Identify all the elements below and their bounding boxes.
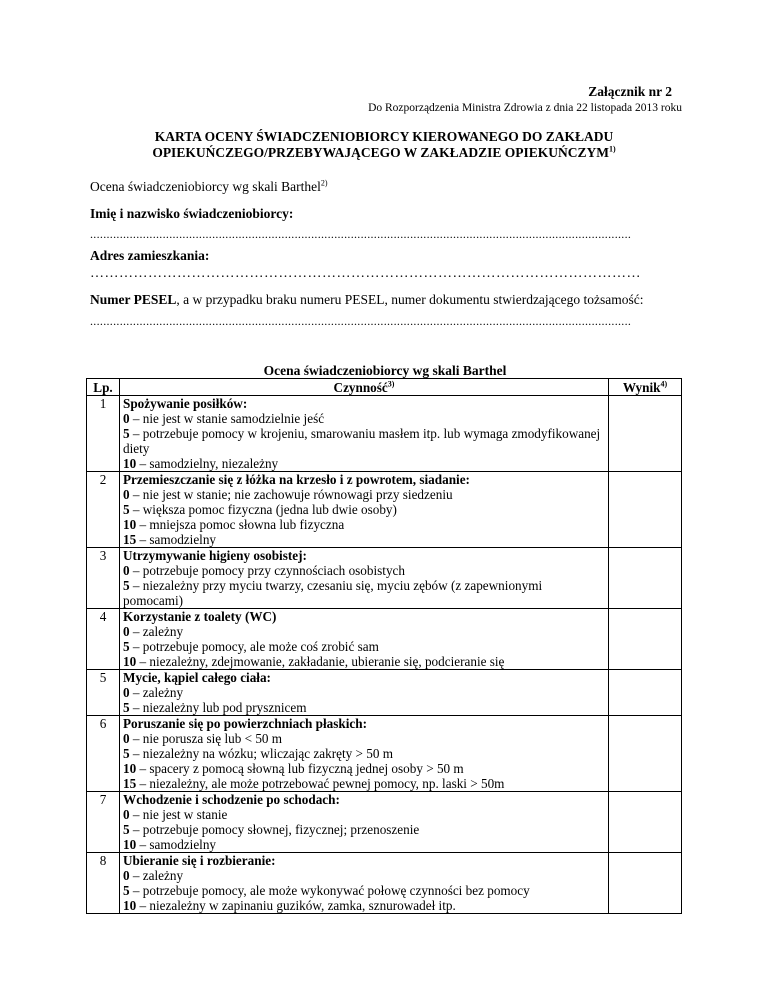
result-cell[interactable]	[609, 670, 682, 716]
annex-label: Załącznik nr 2	[588, 84, 672, 99]
score-value: 0	[123, 563, 130, 578]
score-value: 5	[123, 502, 130, 517]
score-option	[123, 822, 605, 837]
score-description: – potrzebuje pomocy, ale może wykonywać połowę czynności bez pomocy	[129, 883, 530, 898]
score-value: 0	[123, 868, 130, 883]
score-value: 0	[123, 731, 130, 746]
score-value: 10	[123, 837, 137, 852]
score-value: 15	[123, 532, 137, 547]
score-option	[123, 700, 605, 715]
activity-cell	[120, 716, 609, 792]
score-description: – niezależny na wózku; wliczając zakręty > 50 m	[129, 746, 393, 761]
col-result-header: Wynik$^{4)}$	[609, 379, 682, 396]
score-description: – nie jest w stanie	[129, 807, 228, 822]
score-option	[123, 898, 605, 913]
row-number: 6	[87, 716, 120, 792]
activity-title: Utrzymywanie higieny osobistej:	[123, 548, 307, 563]
score-option	[123, 624, 605, 639]
score-option	[123, 578, 605, 608]
score-description: – niezależny lub pod prysznicem	[129, 700, 307, 715]
col-lp-header: Lp.	[87, 379, 120, 396]
row-number: 5	[87, 670, 120, 716]
activity-title: Ubieranie się i rozbieranie:	[123, 853, 276, 868]
score-description: – większa pomoc fizyczna (jedna lub dwie osoby)	[129, 502, 397, 517]
table-row	[87, 853, 682, 914]
activity-cell	[120, 396, 609, 472]
result-cell[interactable]	[609, 548, 682, 609]
score-description: – spacery z pomocą słowną lub fizyczną jednej osoby > 50 m	[136, 761, 464, 776]
barthel-table	[86, 378, 682, 914]
score-description: – potrzebuje pomocy w krojeniu, smarowaniu masłem itp. lub wymaga zmodyfikowanej diety	[123, 426, 601, 456]
row-number: 8	[87, 853, 120, 914]
activity-cell	[120, 853, 609, 914]
row-number: 7	[87, 792, 120, 853]
score-option	[123, 807, 605, 822]
score-value: 10	[123, 761, 137, 776]
table-row	[87, 548, 682, 609]
activity-title: Korzystanie z toalety (WC)	[123, 609, 277, 624]
score-value: 5	[123, 883, 130, 898]
row-number: 2	[87, 472, 120, 548]
score-option	[123, 731, 605, 746]
score-option	[123, 883, 605, 898]
table-row	[87, 472, 682, 548]
table-title: Ocena świadczeniobiorcy wg skali Barthel	[263, 363, 507, 378]
row-number: 4	[87, 609, 120, 670]
name-field[interactable]: ....................................................................................................................................................................	[90, 227, 632, 241]
score-description: – niezależny w zapinaniu guzików, zamka, sznurowadeł itp.	[136, 898, 456, 913]
score-option	[123, 837, 605, 852]
col-activity-header: Czynność$^{3)}$	[120, 379, 609, 396]
score-description: – potrzebuje pomocy słownej, fizycznej; przenoszenie	[129, 822, 420, 837]
title-line-1: KARTA OCENY ŚWIADCZENIOBIORCY KIEROWANEGO DO ZAKŁADU	[154, 129, 614, 144]
score-description: – niezależny, ale może potrzebować pewnej pomocy, np. laski > 50m	[136, 776, 505, 791]
activity-title: Wchodzenie i schodzenie po schodach:	[123, 792, 340, 807]
score-description: – niezależny, zdejmowanie, zakładanie, ubieranie się, podcieranie się	[136, 654, 505, 669]
activity-cell	[120, 472, 609, 548]
activity-cell	[120, 670, 609, 716]
result-cell[interactable]	[609, 396, 682, 472]
decree-reference: Do Rozporządzenia Ministra Zdrowia z dnia 22 listopada 2013 roku	[368, 102, 682, 114]
score-option	[123, 868, 605, 883]
score-value: 0	[123, 487, 130, 502]
table-header-row	[87, 379, 682, 396]
score-option	[123, 426, 605, 456]
row-number: 1	[87, 396, 120, 472]
score-option	[123, 654, 605, 669]
table-row	[87, 396, 682, 472]
score-option	[123, 746, 605, 761]
row-number: 3	[87, 548, 120, 609]
score-value: 5	[123, 746, 130, 761]
table-row	[87, 609, 682, 670]
document-title	[90, 129, 678, 161]
activity-title: Mycie, kąpiel całego ciała:	[123, 670, 271, 685]
result-cell[interactable]	[609, 716, 682, 792]
pesel-field[interactable]: ....................................................................................................................................................................	[90, 314, 632, 328]
score-option	[123, 761, 605, 776]
score-description: – mniejsza pomoc słowna lub fizyczna	[136, 517, 345, 532]
score-description: – samodzielny, niezależny	[136, 456, 279, 471]
score-option	[123, 685, 605, 700]
score-value: 10	[123, 898, 137, 913]
name-label: Imię i nazwisko świadczeniobiorcy:	[90, 206, 294, 221]
score-description: – zależny	[129, 685, 184, 700]
scale-intro: Ocena świadczeniobiorcy wg skali Barthel$^{2)}$	[90, 178, 328, 194]
score-option	[123, 411, 605, 426]
score-value: 5	[123, 578, 130, 593]
pesel-label: Numer PESEL, a w przypadku braku numeru PESEL, numer dokumentu stwierdzającego tożsamość:	[90, 292, 644, 307]
score-value: 15	[123, 776, 137, 791]
score-value: 5	[123, 822, 130, 837]
score-description: – potrzebuje pomocy przy czynnościach osobistych	[129, 563, 405, 578]
score-value: 5	[123, 426, 130, 441]
result-cell[interactable]	[609, 853, 682, 914]
address-field[interactable]: ……………………………………………………………………………………………………	[90, 266, 641, 281]
score-description: – zależny	[129, 624, 184, 639]
score-description: – nie jest w stanie samodzielnie jeść	[129, 411, 325, 426]
activity-title: Spożywanie posiłków:	[123, 396, 248, 411]
score-value: 5	[123, 639, 130, 654]
score-description: – potrzebuje pomocy, ale może coś zrobić sam	[129, 639, 379, 654]
score-description: – niezależny przy myciu twarzy, czesaniu się, myciu zębów (z zapewnionymi pomocami)	[123, 578, 543, 608]
score-value: 0	[123, 624, 130, 639]
score-option	[123, 517, 605, 532]
score-value: 10	[123, 456, 137, 471]
address-label: Adres zamieszkania:	[90, 248, 210, 263]
result-cell[interactable]	[609, 609, 682, 670]
score-option	[123, 563, 605, 578]
activity-cell	[120, 609, 609, 670]
table-row	[87, 716, 682, 792]
score-option	[123, 532, 605, 547]
activity-title: Przemieszczanie się z łóżka na krzesło i z powrotem, siadanie:	[123, 472, 470, 487]
table-row	[87, 670, 682, 716]
score-value: 5	[123, 700, 130, 715]
activity-title: Poruszanie się po powierzchniach płaskich:	[123, 716, 367, 731]
result-cell[interactable]	[609, 792, 682, 853]
score-option	[123, 456, 605, 471]
score-option	[123, 487, 605, 502]
title-line-2: OPIEKUŃCZEGO/PRZEBYWAJĄCEGO W ZAKŁADZIE OPIEKUŃCZYM$^{1)}$	[152, 144, 616, 160]
scale-footnote: 2)	[320, 178, 328, 188]
score-description: – samodzielny	[136, 837, 217, 852]
activity-cell	[120, 792, 609, 853]
score-option	[123, 639, 605, 654]
result-cell[interactable]	[609, 472, 682, 548]
score-description: – nie jest w stanie; nie zachowuje równowagi przy siedzeniu	[129, 487, 453, 502]
score-value: 0	[123, 411, 130, 426]
table-row	[87, 792, 682, 853]
score-description: – samodzielny	[136, 532, 217, 547]
score-value: 0	[123, 807, 130, 822]
score-value: 10	[123, 654, 137, 669]
score-option	[123, 776, 605, 791]
score-value: 0	[123, 685, 130, 700]
score-option	[123, 502, 605, 517]
score-description: – zależny	[129, 868, 184, 883]
title-footnote: 1)	[609, 144, 616, 154]
score-value: 10	[123, 517, 137, 532]
activity-cell	[120, 548, 609, 609]
score-description: – nie porusza się lub < 50 m	[129, 731, 283, 746]
